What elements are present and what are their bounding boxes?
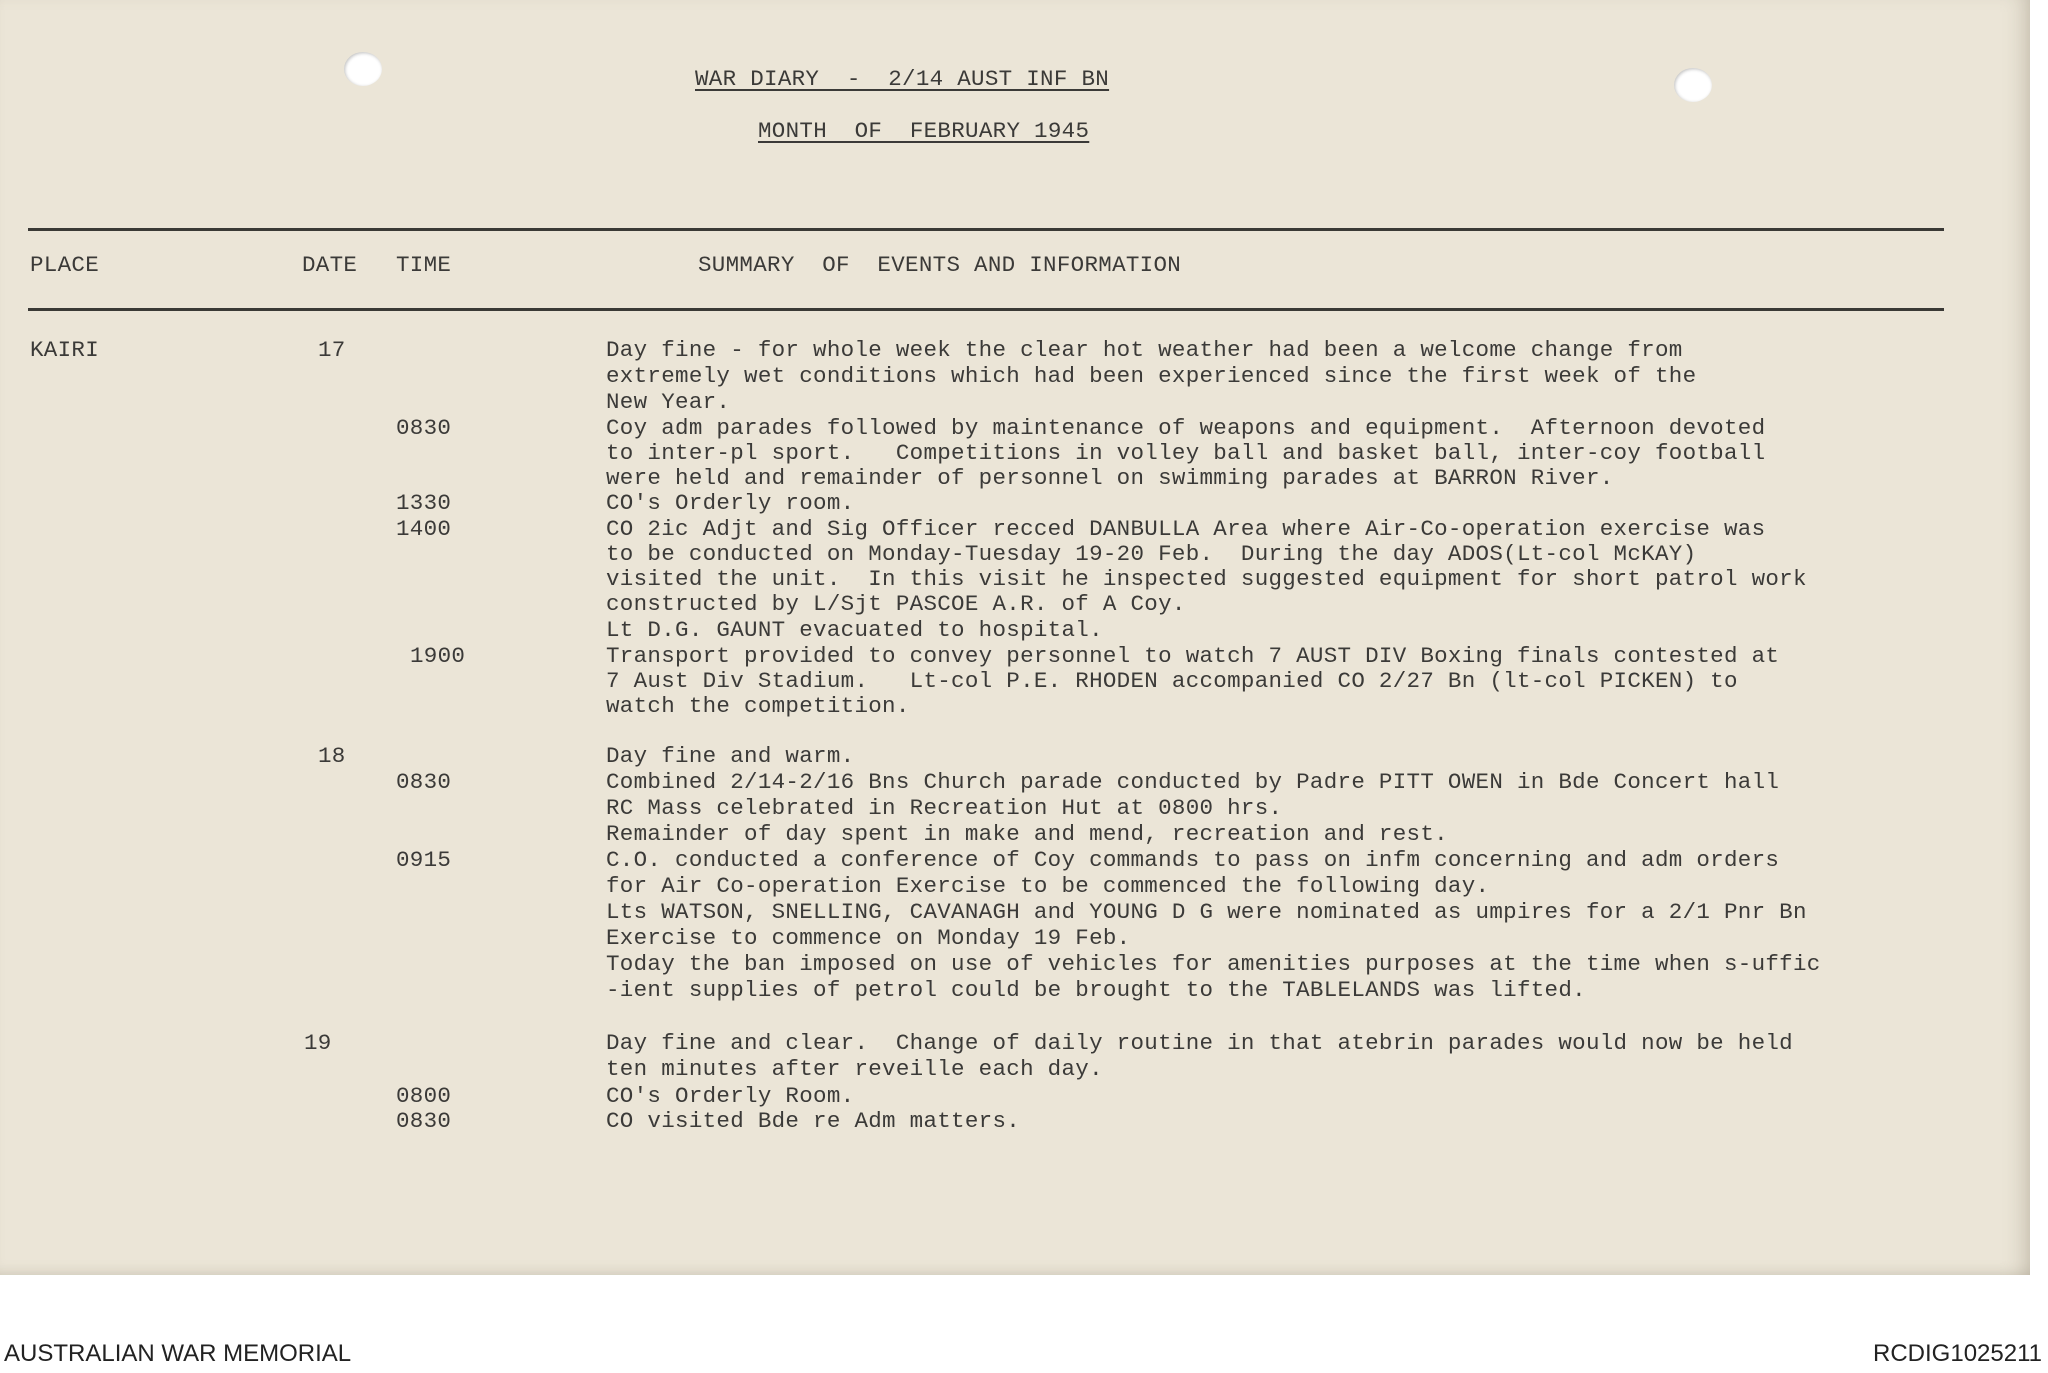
summary-line: Day fine and warm. [606,743,855,769]
summary-line: Today the ban imposed on use of vehicles for amenities purposes at the time when s-uffic [606,951,1821,977]
summary-line: Combined 2/14-2/16 Bns Church parade conducted by Padre PITT OWEN in Bde Concert hall [606,769,1780,795]
summary-line: -ient supplies of petrol could be brought to the TABLELANDS was lifted. [606,977,1586,1003]
summary-line: CO visited Bde re Adm matters. [606,1108,1021,1134]
summary-line: were held and remainder of personnel on swimming parades at BARRON River. [606,465,1614,491]
summary-line: visited the unit. In this visit he inspected suggested equipment for short patrol work [606,566,1807,592]
diary-month: MONTH OF FEBRUARY 1945 [758,118,1090,144]
header-rule-bottom [28,308,1944,311]
time-entry: 1330 [396,490,452,516]
column-date: DATE [302,252,358,278]
summary-line: Remainder of day spent in make and mend, recreation and rest. [606,821,1448,847]
summary-line: for Air Co-operation Exercise to be commenced the following day. [606,873,1490,899]
summary-line: Exercise to commence on Monday 19 Feb. [606,925,1131,951]
summary-line: extremely wet conditions which had been experienced since the first week of the [606,363,1697,389]
footer-record-id: RCDIG1025211 [1873,1340,2042,1367]
column-summary: SUMMARY OF EVENTS AND INFORMATION [698,252,1182,278]
column-time: TIME [396,252,452,278]
footer-institution: AUSTRALIAN WAR MEMORIAL [4,1340,352,1367]
summary-line: Lt D.G. GAUNT evacuated to hospital. [606,617,1103,643]
time-entry: 0830 [396,415,452,441]
summary-line: CO's Orderly room. [606,490,855,516]
summary-line: RC Mass celebrated in Recreation Hut at 0800 hrs. [606,795,1283,821]
summary-line: Transport provided to convey personnel to watch 7 AUST DIV Boxing finals contested at [606,643,1780,669]
column-place: PLACE [30,252,100,278]
punch-hole-left [344,52,382,86]
summary-line: Lts WATSON, SNELLING, CAVANAGH and YOUNG D G were nominated as umpires for a 2/1 Pnr Bn [606,899,1807,925]
summary-line: constructed by L/Sjt PASCOE A.R. of A Coy. [606,591,1186,617]
summary-line: Coy adm parades followed by maintenance of weapons and equipment. Afternoon devoted [606,415,1766,441]
summary-line: C.O. conducted a conference of Coy commands to pass on infm concerning and adm orders [606,847,1780,873]
date-entry: 18 [318,743,346,769]
time-entry: 0830 [396,1108,452,1134]
time-entry: 0830 [396,769,452,795]
header-rule-top [28,228,1944,231]
place-entry: KAIRI [30,337,100,363]
date-entry: 19 [304,1030,332,1056]
summary-line: to be conducted on Monday-Tuesday 19-20 Feb. During the day ADOS(Lt-col McKAY) [606,541,1697,567]
summary-line: CO 2ic Adjt and Sig Officer recced DANBULLA Area where Air-Co-operation exercise was [606,516,1766,542]
summary-line: ten minutes after reveille each day. [606,1056,1103,1082]
punch-hole-right [1674,68,1712,102]
summary-line: New Year. [606,389,731,415]
time-entry: 0915 [396,847,452,873]
summary-line: 7 Aust Div Stadium. Lt-col P.E. RHODEN accompanied CO 2/27 Bn (lt-col PICKEN) to [606,668,1738,694]
summary-line: watch the competition. [606,693,910,719]
diary-title: WAR DIARY - 2/14 AUST INF BN [695,66,1110,92]
summary-line: Day fine and clear. Change of daily routine in that atebrin parades would now be held [606,1030,1793,1056]
time-entry: 1400 [396,516,452,542]
time-entry: 1900 [410,643,466,669]
time-entry: 0800 [396,1083,452,1109]
date-entry: 17 [318,337,346,363]
summary-line: Day fine - for whole week the clear hot weather had been a welcome change from [606,337,1683,363]
summary-line: CO's Orderly Room. [606,1083,855,1109]
summary-line: to inter-pl sport. Competitions in volley ball and basket ball, inter-coy football [606,440,1766,466]
